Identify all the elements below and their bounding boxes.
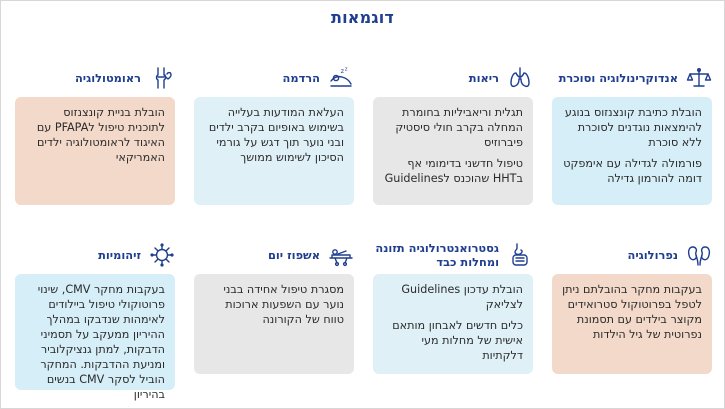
section-header: [194, 236, 354, 274]
scale-icon: [686, 65, 712, 91]
section-card: [373, 274, 533, 374]
section-header: [552, 59, 712, 97]
section-card: [15, 274, 175, 401]
svg-text:z: z: [344, 66, 348, 73]
card-paragraph: הובלת עדכון Guidelines לצליאק: [401, 283, 523, 311]
section-card: [552, 97, 712, 205]
card-paragraph: הובלת בניית קונצנזוס לתוכנית טיפול לPFAPA עם האיגוד לראומטולוגיה ילדים האמריקאי: [36, 106, 165, 164]
section-title: הרדמה: [282, 71, 320, 85]
card-paragraph: כלים חדשים לאבחון מותאם אישית של מחלות מעי דלקתיות: [392, 319, 523, 362]
section-title: ראומטולוגיה: [74, 71, 141, 85]
stretcher-icon: [328, 242, 354, 268]
lungs-icon: [507, 65, 533, 91]
card-paragraph: פורמולה לגדילה עם אימפקט דומה להורמון גדילה: [563, 157, 702, 185]
section-card: [15, 97, 175, 205]
card-paragraph: הובלת כתיבת קונצנזוס בנוגע להימצאות נוגדנים לסוכרת ללא סוכרת: [564, 106, 702, 149]
section-title: אנדוקרינולוגיה וסוכרת: [558, 71, 678, 85]
section-card: [194, 97, 354, 205]
card-paragraph: בעקבות מחקר בהובלתם ניתן לטפל בפרוטוקול סטרואידים מקוצר בילדים עם תסמונת נפרוטית של גיל הילדות: [562, 283, 702, 341]
section-card: [373, 97, 533, 205]
card-paragraph: טיפול חדשני בדימומי אף בHHT שהוכנס לGuidelines: [384, 157, 523, 185]
card-paragraph: מסגרת טיפול אחידה בבני נוער עם השפעות ארוכות טווח של הקורונה: [223, 283, 344, 326]
digestive-icon: [507, 242, 533, 268]
section-header: [373, 59, 533, 97]
svg-text:z: z: [340, 67, 344, 75]
section-header: [194, 59, 354, 97]
section-title: ריאות: [468, 71, 499, 85]
section-title: גסטרואנטרולוגיה תזונה ומחלות כבד: [375, 241, 499, 269]
joint-icon: [149, 65, 175, 91]
section-header: [552, 236, 712, 274]
virus-icon: [149, 242, 175, 268]
section-title: נפרולוגיה: [627, 248, 678, 262]
section-card: [194, 274, 354, 374]
kidneys-icon: [686, 242, 712, 268]
section-header: [373, 236, 533, 274]
card-paragraph: תגלית וריאביליות בחומרת המחלה בקרב חולי סיסטיק פיברוזיס: [395, 106, 523, 149]
card-paragraph: העלאת המודעות בעלייה בשימוש באופיום בקרב ילדים ובני נוער תוך דגש על גורמי הסיכון לשימוש ממושך: [208, 106, 344, 164]
sleep-icon: [328, 65, 354, 91]
page-title: דוגמאות: [330, 8, 395, 27]
section-header: [15, 59, 175, 97]
section-title: זיהומיות: [98, 248, 141, 262]
section-title: אשפוז יום: [267, 248, 320, 262]
card-paragraph: בעקבות מחקר CMV, שינוי פרוטוקולי טיפול ביילודים לאימהות שנדבקו במהלך ההיריון ממעקב על תסמיני הדבקות, למתן גנציקלוביר ומניעת ההדבקות. המחקר הוביל לסקר CMV בנשים בהיריון: [37, 283, 165, 401]
section-header: [15, 236, 175, 274]
section-card: [552, 274, 712, 374]
